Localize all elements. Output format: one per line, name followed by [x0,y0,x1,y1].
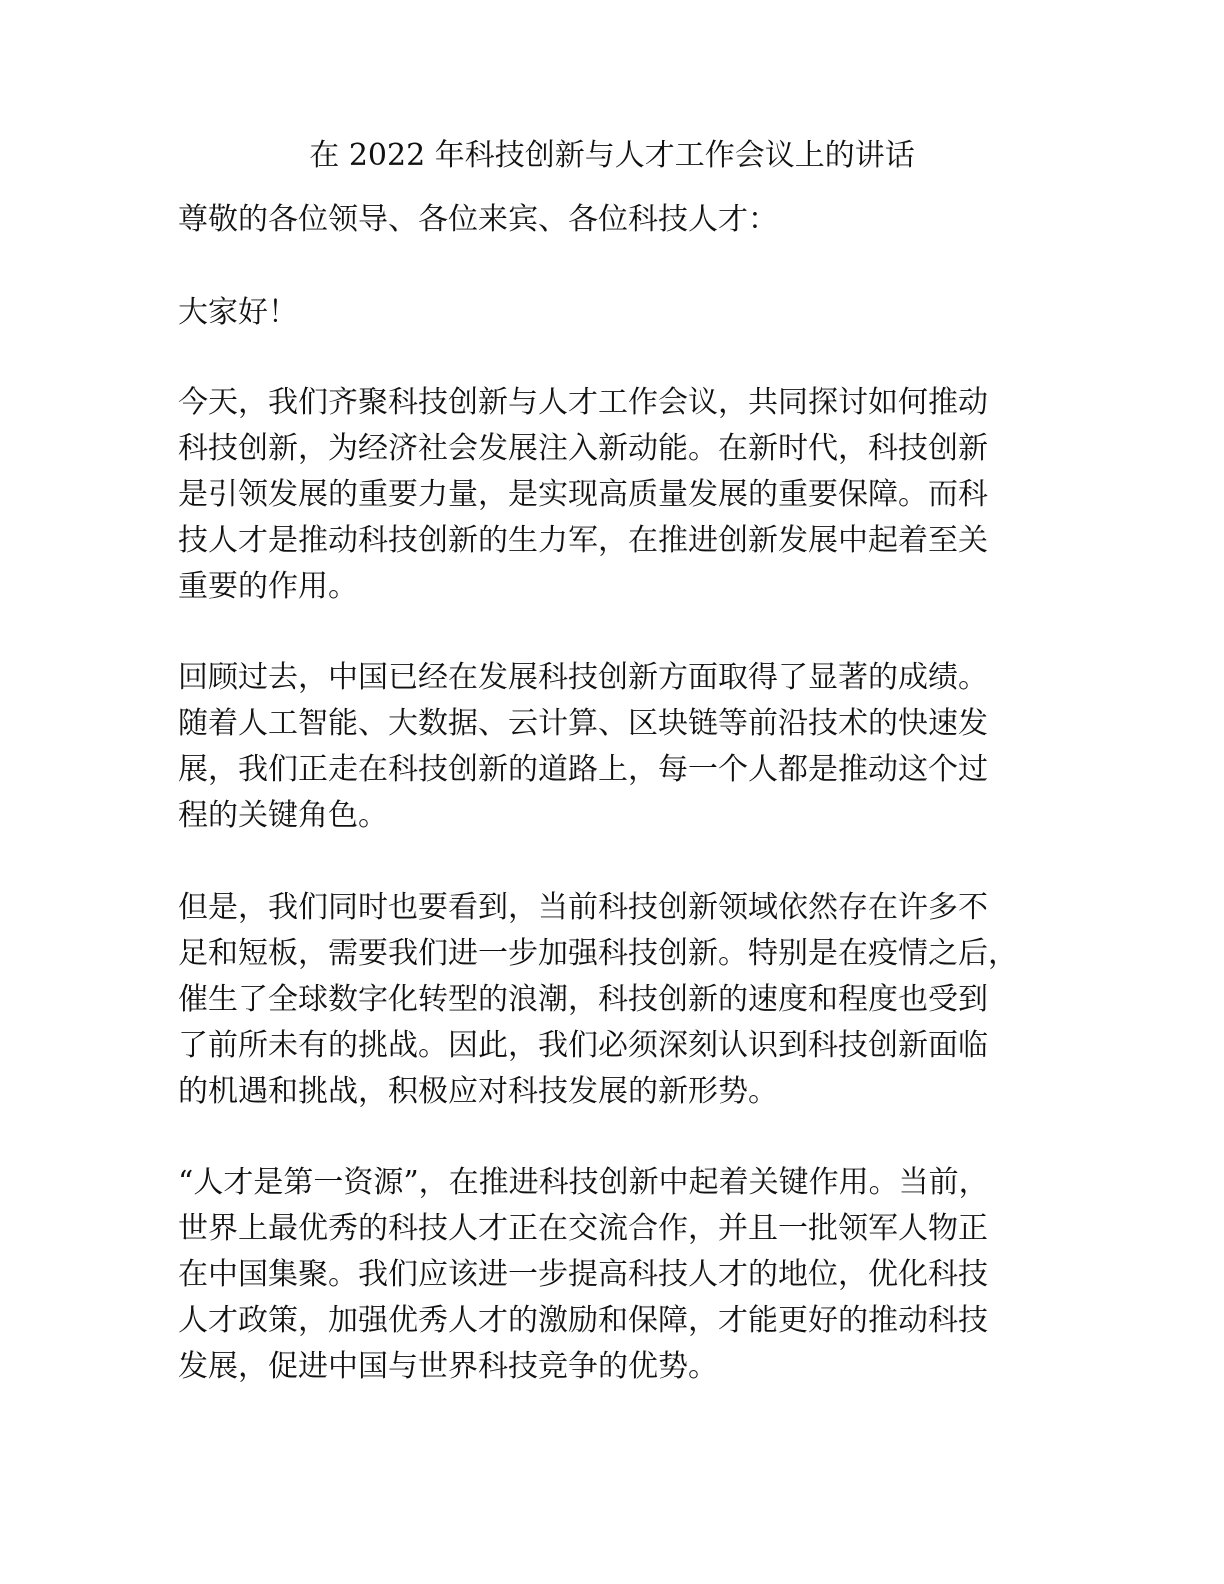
document-title: 在 2022 年科技创新与人才工作会议上的讲话 [309,138,915,173]
paragraph-line: 是引领发展的重要力量，是实现高质量发展的重要保障。而科 [178,477,988,512]
paragraph-line: 足和短板，需要我们进一步加强科技创新。特别是在疫情之后， [178,936,1018,971]
paragraph-line: 发展，促进中国与世界科技竞争的优势。 [178,1349,718,1384]
greeting: 大家好！ [178,295,298,330]
paragraph-line: 技人才是推动科技创新的生力军，在推进创新发展中起着至关 [178,523,988,558]
salutation: 尊敬的各位领导、各位来宾、各位科技人才： [178,202,778,237]
paragraph-line: 催生了全球数字化转型的浪潮，科技创新的速度和程度也受到 [178,982,988,1017]
paragraph-line: 程的关键角色。 [178,798,388,833]
paragraph-line: 科技创新，为经济社会发展注入新动能。在新时代，科技创新 [178,431,988,466]
paragraph-line: 重要的作用。 [178,569,358,604]
paragraph-line: 了前所未有的挑战。因此，我们必须深刻认识到科技创新面临 [178,1028,988,1063]
paragraph-line: 人才政策，加强优秀人才的激励和保障，才能更好的推动科技 [178,1303,988,1338]
paragraph-line: 在中国集聚。我们应该进一步提高科技人才的地位，优化科技 [178,1257,988,1292]
paragraph-1 [178,380,1058,610]
paragraph-line: 今天，我们齐聚科技创新与人才工作会议，共同探讨如何推动 [178,385,988,420]
paragraph-line: “人才是第一资源”，在推进科技创新中起着关键作用。当前， [178,1165,989,1200]
paragraph-3 [178,885,1058,1115]
paragraph-line: 世界上最优秀的科技人才正在交流合作，并且一批领军人物正 [178,1211,988,1246]
paragraph-2 [178,655,1058,839]
paragraph-line: 的机遇和挑战，积极应对科技发展的新形势。 [178,1074,778,1109]
paragraph-line: 展，我们正走在科技创新的道路上，每一个人都是推动这个过 [178,752,988,787]
paragraph-line: 随着人工智能、大数据、云计算、区块链等前沿技术的快速发 [178,706,988,741]
paragraph-line: 但是，我们同时也要看到，当前科技创新领域依然存在许多不 [178,890,988,925]
paragraph-line: 回顾过去，中国已经在发展科技创新方面取得了显著的成绩。 [178,660,988,695]
paragraph-4 [178,1160,1058,1390]
